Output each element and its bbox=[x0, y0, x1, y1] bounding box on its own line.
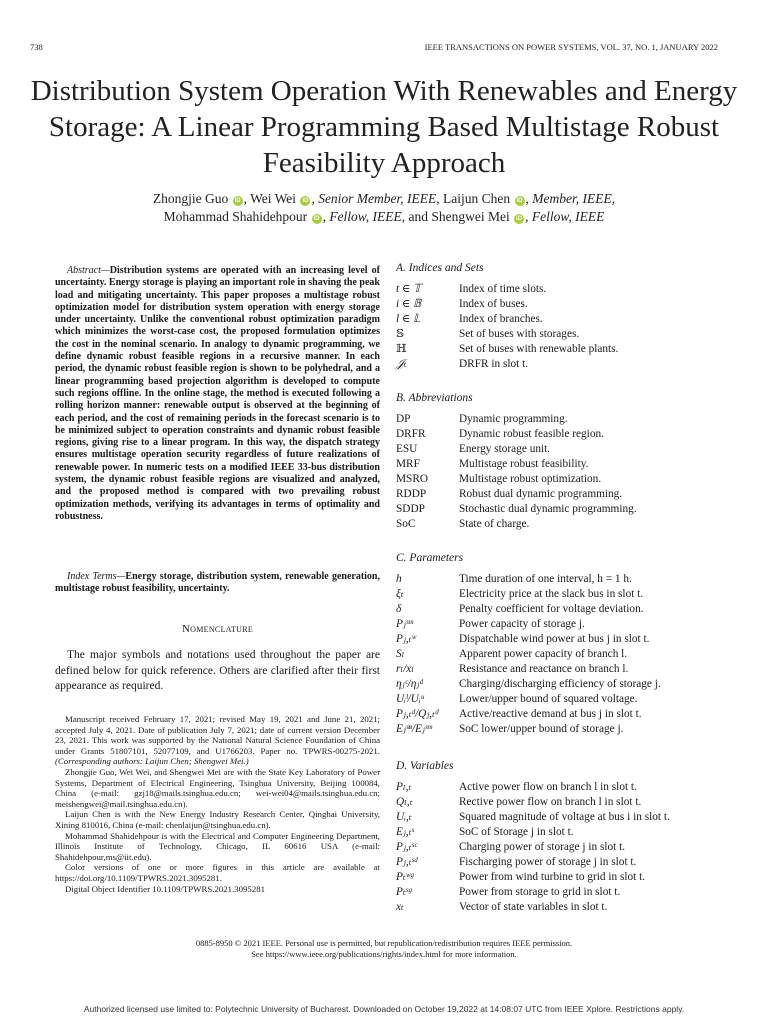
nom-symbol: t ∈ 𝕋 bbox=[396, 283, 422, 295]
nom-symbol: Pⱼ,ₜᵈ/Qⱼ,ₜᵈ bbox=[396, 708, 439, 720]
corresponding-authors: (Corresponding authors: Laijun Chen; Shengwei Mei.) bbox=[55, 756, 249, 767]
nom-symbol: l ∈ 𝕃 bbox=[396, 313, 421, 325]
nom-symbol: Pₜʷᵍ bbox=[396, 871, 414, 883]
nom-row bbox=[396, 357, 716, 372]
nom-symbol: Qₗ,ₜ bbox=[396, 796, 413, 808]
nom-symbol: Uᵢ,ₜ bbox=[396, 811, 412, 823]
nom-symbol: MSRO bbox=[396, 473, 429, 485]
author-line-2: Mohammad Shahidehpour iD , Fellow, IEEE, and Shengwei Mei iD , Fellow, IEEE bbox=[163, 209, 605, 224]
author-role: Senior Member, IEEE bbox=[318, 191, 437, 206]
nom-symbol: ξₜ bbox=[396, 588, 404, 600]
footnote: Digital Object Identifier 10.1109/TPWRS.2021.3095281 bbox=[65, 883, 266, 894]
nom-definition: Dispatchable wind power at bus j in slot t. bbox=[459, 633, 650, 645]
nom-symbol: 𝒥ₜ bbox=[396, 358, 407, 370]
nom-symbol: Uᵢˡ/Uᵢᵘ bbox=[396, 693, 424, 705]
nom-row bbox=[396, 297, 716, 312]
nom-definition: Apparent power capacity of branch l. bbox=[459, 648, 628, 660]
copyright-notice bbox=[30, 938, 738, 960]
nom-symbol: SDDP bbox=[396, 503, 425, 515]
nom-symbol: Eⱼˢⁿ/Eⱼˢᵐ bbox=[396, 723, 432, 735]
nom-symbol: Pⱼ,ₜˢᵈ bbox=[396, 856, 418, 868]
nom-symbol: ℍ bbox=[396, 343, 407, 355]
nom-row bbox=[396, 647, 716, 662]
nom-definition: Set of buses with renewable plants. bbox=[459, 343, 619, 355]
nom-symbol: Pₗ,ₜ bbox=[396, 781, 412, 793]
nom-row bbox=[396, 342, 716, 357]
nom-definition: Charging power of storage j in slot t. bbox=[459, 841, 626, 853]
nom-definition: Resistance and reactance on branch l. bbox=[459, 663, 629, 675]
nom-row bbox=[396, 825, 716, 840]
rights-link[interactable]: See https://www.ieee.org/publications/rights/index.html for more information. bbox=[251, 949, 517, 959]
nom-row bbox=[396, 780, 716, 795]
nom-symbol: SoC bbox=[396, 518, 416, 530]
nom-symbol: rₗ/xₗ bbox=[396, 663, 415, 675]
orcid-icon[interactable]: iD bbox=[516, 216, 523, 222]
author-role: Fellow, IEEE bbox=[531, 209, 605, 224]
nom-symbol: DP bbox=[396, 413, 411, 425]
nom-definition: Index of branches. bbox=[459, 313, 543, 325]
section-parameters bbox=[396, 552, 716, 735]
nom-row bbox=[396, 312, 716, 327]
footnote-text: Manuscript received February 17, 2021; revised May 19, 2021 and June 21, 2021; accepted July 4, 2021. Date of publication July 7, 2021; date of current version December 23, 2021. This work was supported by the National Natural Science Foundation of China under Grants 51807101, 52077109, and U1766203. Paper no. TPWRS-00275-2021. bbox=[55, 714, 380, 756]
nom-row bbox=[396, 442, 716, 457]
nom-row bbox=[396, 282, 716, 297]
nom-row bbox=[396, 840, 716, 855]
nom-definition: Index of time slots. bbox=[459, 283, 547, 295]
author-role: Fellow, IEEE bbox=[329, 209, 402, 224]
nom-row bbox=[396, 602, 716, 617]
index-terms-label: Index Terms— bbox=[67, 571, 126, 582]
orcid-icon[interactable]: iD bbox=[302, 198, 309, 204]
nom-definition: Energy storage unit. bbox=[459, 443, 551, 455]
author-name: Shengwei Mei bbox=[431, 209, 510, 224]
section-heading: B. Abbreviations bbox=[396, 392, 473, 404]
nom-definition: Power from wind turbine to grid in slot t. bbox=[459, 871, 646, 883]
license-footer: Authorized licensed use limited to: Polytechnic University of Bucharest. Downloaded on October 19,2022 at 14:08:07 UTC from IEEE Xplore. Restrictions apply. bbox=[83, 1004, 685, 1014]
nom-definition: Time duration of one interval, h = 1 h. bbox=[459, 573, 632, 585]
section-heading: A. Indices and Sets bbox=[396, 262, 484, 274]
nom-symbol: ηⱼᶜ/ηⱼᵈ bbox=[396, 678, 423, 690]
nom-definition: Dynamic programming. bbox=[459, 413, 568, 425]
footnote: Zhongjie Guo, Wei Wei, and Shengwei Mei are with the State Key Laboratory of Power Systems, Department of Electrical Engineering, Tsinghua University, Beijing 100084, China (e-mail: gzj18@mails.tsinghua.edu.cn; wei-wei04@mails.tsinghua.edu.cn; meishengwei@mail.tsinghua.edu.cn). bbox=[55, 766, 380, 809]
nomenclature-heading: Nomenclature bbox=[181, 623, 254, 635]
nom-row bbox=[396, 855, 716, 870]
nom-definition: Set of buses with storages. bbox=[459, 328, 580, 340]
nom-definition: SoC of Storage j in slot t. bbox=[459, 826, 574, 838]
nom-definition: Index of buses. bbox=[459, 298, 528, 310]
nom-definition: Active/reactive demand at bus j in slot t. bbox=[459, 708, 642, 720]
nom-definition: SoC lower/upper bound of storage j. bbox=[459, 723, 624, 735]
section-heading: D. Variables bbox=[396, 760, 454, 772]
nom-row bbox=[396, 587, 716, 602]
nom-row bbox=[396, 692, 716, 707]
nom-row bbox=[396, 412, 716, 427]
author-name: Zhongjie Guo bbox=[152, 191, 229, 206]
nom-definition: DRFR in slot t. bbox=[459, 358, 529, 370]
nom-definition: Robust dual dynamic programming. bbox=[459, 488, 623, 500]
author-name: Wei Wei bbox=[250, 191, 297, 206]
nom-symbol: i ∈ 𝔹 bbox=[396, 298, 422, 310]
nom-row bbox=[396, 572, 716, 587]
nom-symbol: h bbox=[396, 573, 402, 585]
orcid-icon[interactable]: iD bbox=[313, 216, 320, 222]
nom-definition: Multistage robust optimization. bbox=[459, 473, 602, 485]
nom-symbol: xₜ bbox=[396, 901, 404, 913]
nom-definition: Multistage robust feasibility. bbox=[459, 458, 589, 470]
nom-definition: Electricity price at the slack bus in slot t. bbox=[459, 588, 644, 600]
nom-row bbox=[396, 677, 716, 692]
nom-definition: Squared magnitude of voltage at bus i in slot t. bbox=[459, 811, 670, 823]
abstract-text: Distribution systems are operated with an increasing level of uncertainty. Energy storage is playing an important role in shaving the peak load and mitigating uncertainty. This paper proposes a multistage robust optimization model for distribution system operation with energy storage under uncertainty. Unlike the conventional robust optimization paradigm which minimizes the worst-case cost, the proposed formulation optimizes the cost in the nominal scenario. In analogy to dynamic programming, we define dynamic robust feasible regions in a recursive manner. In each period, the dynamic robust feasible region is shown to be polyhedral, and a linear programming based projection algorithm is developed to compute such regions offline. In the online stage, the method is executed following a rolling horizon manner: renewable output is observed at the beginning of each period, and the cost of remaining periods in the forecast scenario is to be minimized subject to operation constraints and dynamic robust feasible regions, giving rise to a linear program. In this way, the dispatch strategy ensures multistage operation security regardless of future realizations of renewable power. In numeric tests on a modified IEEE 33-bus distribution system, the dynamic robust feasible regions are visualized and analyzed, and the proposed method is compared with two prevailing robust optimization methods, verifying its advantages in terms of optimality and robustness. bbox=[55, 265, 380, 522]
nom-definition: Lower/upper bound of squared voltage. bbox=[459, 693, 638, 705]
nom-row bbox=[396, 327, 716, 342]
footnotes bbox=[55, 714, 380, 894]
nom-row bbox=[396, 662, 716, 677]
nom-definition: Charging/discharging efficiency of storage j. bbox=[459, 678, 661, 690]
nom-definition: Vector of state variables in slot t. bbox=[459, 901, 608, 913]
footnote bbox=[55, 714, 380, 767]
nom-row bbox=[396, 885, 716, 900]
nomenclature-intro: The major symbols and notations used throughout the paper are defined below for quick reference. Others are clarified after their first appearance as required. bbox=[55, 649, 380, 692]
nom-symbol: 𝕊 bbox=[396, 328, 405, 340]
nom-row bbox=[396, 722, 716, 737]
orcid-icon[interactable]: iD bbox=[516, 198, 523, 204]
footnote: Mohammad Shahidehpour is with the Electrical and Computer Engineering Department, Illinois Institute of Technology, Chicago, IL 60616 USA (e-mail: Shahidehpour,ms@iit.edu). bbox=[55, 830, 380, 862]
nom-row bbox=[396, 632, 716, 647]
nom-definition: Power capacity of storage j. bbox=[459, 618, 585, 630]
nom-definition: Power from storage to grid in slot t. bbox=[459, 886, 621, 898]
index-terms-text: Energy storage, distribution system, renewable generation, multistage robust feasibility, uncertainty. bbox=[55, 571, 380, 595]
nom-row bbox=[396, 487, 716, 502]
nom-definition: Rective power flow on branch l in slot t. bbox=[459, 796, 642, 808]
paper-title: Distribution System Operation With Renewables and Energy Storage: A Linear Programming Based Multistage Robust Feasibility Approach bbox=[30, 75, 738, 179]
footnote: Color versions of one or more figures in this article are available at https://doi.org/10.1109/TPWRS.2021.3095281. bbox=[55, 862, 380, 883]
nom-row bbox=[396, 517, 716, 532]
section-indices-sets bbox=[396, 262, 716, 370]
nom-definition: Penalty coefficient for voltage deviation. bbox=[459, 603, 644, 615]
nom-definition: Stochastic dual dynamic programming. bbox=[459, 503, 637, 515]
nom-definition: Fischarging power of storage j in slot t. bbox=[459, 856, 637, 868]
nom-symbol: Eⱼ,ₜˢ bbox=[396, 826, 414, 838]
page-number: 738 bbox=[30, 42, 43, 52]
nom-definition: Dynamic robust feasible region. bbox=[459, 428, 604, 440]
author-list bbox=[30, 190, 738, 226]
nom-definition: State of charge. bbox=[459, 518, 530, 530]
nom-symbol: DRFR bbox=[396, 428, 426, 440]
author-role: Member, IEEE bbox=[532, 191, 612, 206]
nom-definition: Active power flow on branch l in slot t. bbox=[459, 781, 637, 793]
abstract-label: Abstract— bbox=[67, 265, 110, 276]
nom-row bbox=[396, 707, 716, 722]
nom-row bbox=[396, 795, 716, 810]
orcid-icon[interactable]: iD bbox=[234, 198, 241, 204]
nom-row bbox=[396, 427, 716, 442]
nom-symbol: Pₜˢᵍ bbox=[396, 886, 412, 898]
nom-symbol: RDDP bbox=[396, 488, 427, 500]
nom-row bbox=[396, 870, 716, 885]
nom-row bbox=[396, 502, 716, 517]
nom-symbol: δ bbox=[396, 603, 402, 615]
nom-row bbox=[396, 900, 716, 915]
nom-symbol: Sₗ bbox=[396, 648, 405, 660]
nom-symbol: Pⱼ,ₜˢᶜ bbox=[396, 841, 417, 853]
abstract bbox=[55, 265, 380, 523]
nom-symbol: Pⱼ,ₜʷ bbox=[396, 633, 416, 645]
author-line-1: Zhongjie Guo iD , Wei Wei iD , Senior Member, IEEE, Laijun Chen iD , Member, IEEE, bbox=[152, 191, 616, 206]
journal-header: IEEE TRANSACTIONS ON POWER SYSTEMS, VOL. 37, NO. 1, JANUARY 2022 bbox=[424, 42, 718, 52]
nom-symbol: Pⱼˢᵐ bbox=[396, 618, 413, 630]
nom-row bbox=[396, 457, 716, 472]
nom-row bbox=[396, 617, 716, 632]
section-heading: C. Parameters bbox=[396, 552, 464, 564]
copyright-line: 0885-8950 © 2021 IEEE. Personal use is permitted, but republication/redistribution requires IEEE permission. bbox=[195, 938, 573, 948]
nom-row bbox=[396, 472, 716, 487]
author-name: Mohammad Shahidehpour bbox=[163, 209, 308, 224]
section-abbreviations bbox=[396, 392, 716, 530]
section-variables bbox=[396, 760, 716, 913]
nom-symbol: MRF bbox=[396, 458, 420, 470]
nom-symbol: ESU bbox=[396, 443, 418, 455]
author-name: Laijun Chen bbox=[443, 191, 511, 206]
footnote: Laijun Chen is with the New Energy Industry Research Center, Qinghai University, Xining 810016, China (e-mail: chenlaijun@tsinghua.edu.cn). bbox=[55, 809, 380, 830]
nom-row bbox=[396, 810, 716, 825]
index-terms bbox=[55, 571, 380, 596]
